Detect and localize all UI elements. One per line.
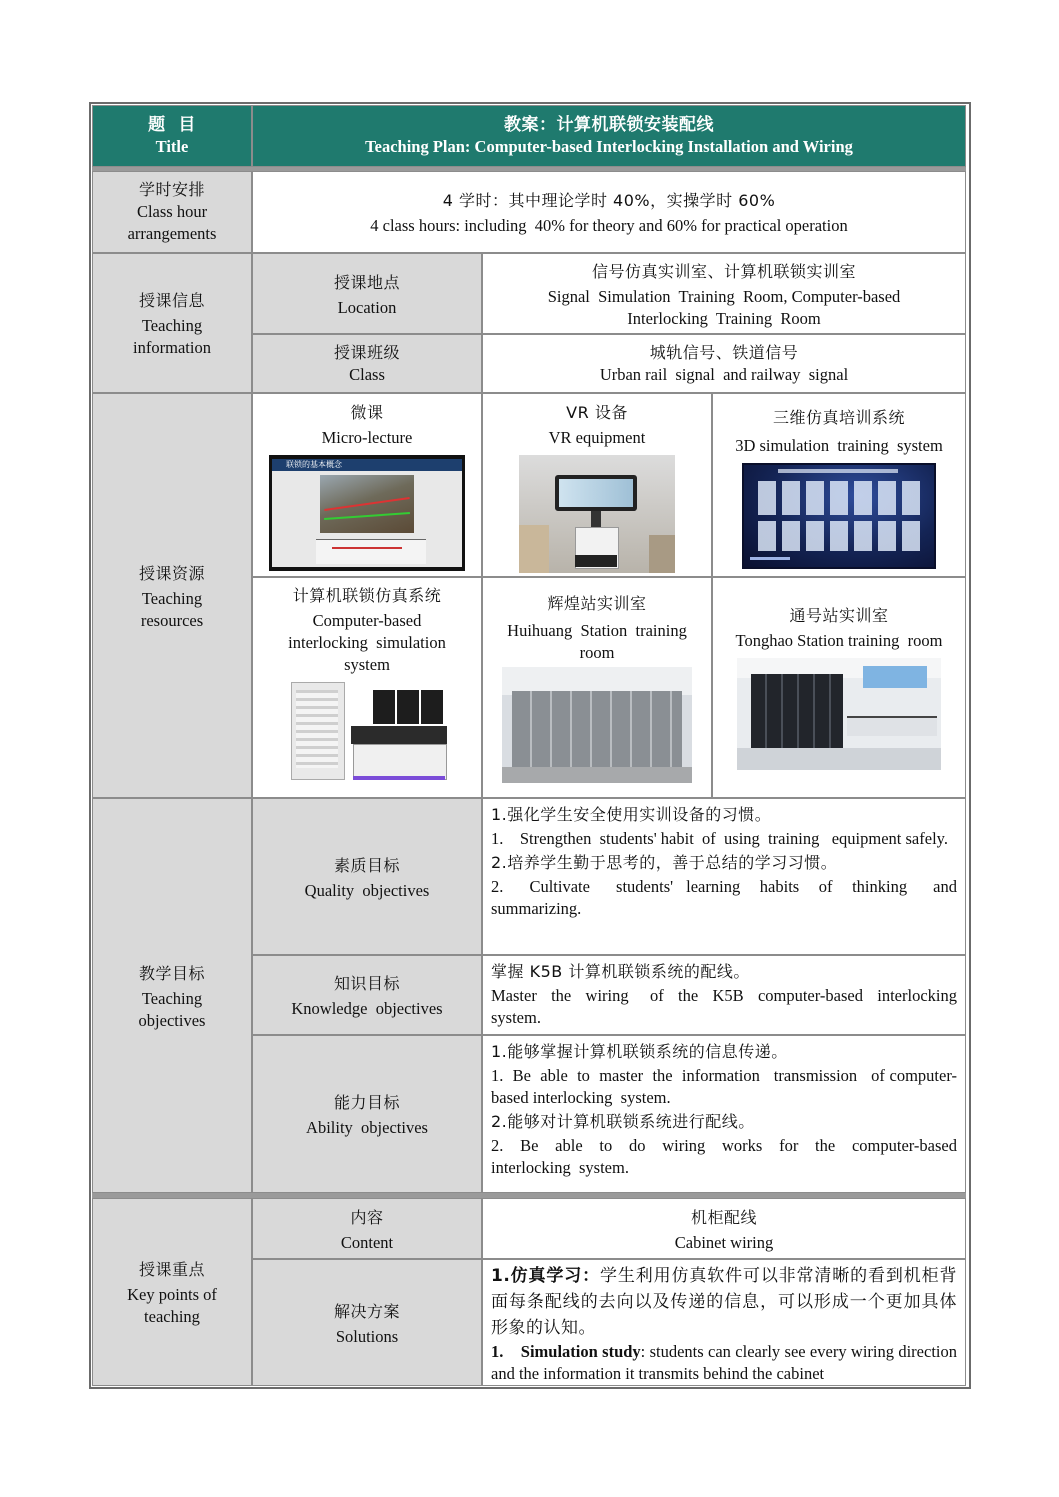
class-hours-label-en: Class hour arrangements bbox=[127, 202, 217, 243]
location-label-cn: 授课地点 bbox=[333, 272, 400, 292]
resource-title-en: Computer-based interlocking simulation system bbox=[288, 611, 455, 674]
ability-objectives-text bbox=[482, 1035, 966, 1193]
class-hours-value-en: 4 class hours: including 40% for theory and 60% for practical operation bbox=[370, 216, 848, 235]
resource-title-cn: 微课 bbox=[350, 403, 384, 422]
resource-title-cn: 三维仿真培训系统 bbox=[772, 408, 905, 427]
solutions-label-cell bbox=[252, 1259, 482, 1386]
ability-line-2: 1. Be able to master the information transmission of computer-based interlocking system. bbox=[491, 1066, 957, 1107]
quality-label-cn: 素质目标 bbox=[333, 855, 400, 875]
key-points-label-cn: 授课重点 bbox=[138, 1260, 205, 1279]
objectives-label-cn: 教学目标 bbox=[138, 963, 205, 983]
quality-label-cell bbox=[252, 798, 482, 955]
quality-line-4: 2. Cultivate students' learning habits of thinking and summarizing. bbox=[491, 877, 962, 918]
key-points-label-en: Key points of teaching bbox=[127, 1285, 217, 1326]
page-title-cn: 教案：计算机联锁安装配线 bbox=[504, 115, 714, 135]
location-value-en: Signal Simulation Training Room, Computer-based Interlocking Training Room bbox=[547, 286, 909, 328]
knowledge-line-2: Master the wiring of the K5B computer-based interlocking system. bbox=[491, 986, 962, 1027]
quality-line-3: 2.培养学生勤于思考的，善于总结的学习习惯。 bbox=[491, 853, 838, 872]
class-label-cell bbox=[252, 334, 482, 393]
location-label-en: Location bbox=[337, 297, 397, 317]
vr-equipment-image bbox=[519, 455, 675, 573]
micro-lecture-screen-title: 联锁的基本概念 bbox=[286, 460, 342, 469]
content-label-cell bbox=[252, 1198, 482, 1259]
solution-1-en-heading: Simulation study bbox=[520, 1342, 641, 1361]
objectives-label-en: Teaching objectives bbox=[138, 988, 206, 1030]
content-value-cn: 机柜配线 bbox=[690, 1207, 757, 1227]
location-value-cell bbox=[482, 253, 966, 334]
resources-label-cn: 授课资源 bbox=[138, 563, 205, 583]
location-label-cell bbox=[252, 253, 482, 334]
page-title-en: Teaching Plan: Computer-based Interlocking Installation and Wiring bbox=[365, 137, 853, 156]
huihuang-room-image bbox=[502, 667, 692, 783]
resource-title-en: VR equipment bbox=[548, 428, 646, 447]
resource-title-en: 3D simulation training system bbox=[735, 436, 943, 455]
ability-label-en: Ability objectives bbox=[306, 1118, 428, 1137]
class-value-en: Urban rail signal and railway signal bbox=[599, 364, 849, 384]
knowledge-label-cell bbox=[252, 955, 482, 1035]
content-label-en: Content bbox=[340, 1232, 394, 1252]
solution-1-cn-heading: 1.仿真学习： bbox=[491, 1266, 600, 1286]
content-value-en: Cabinet wiring bbox=[674, 1232, 774, 1252]
knowledge-objectives-text bbox=[482, 955, 966, 1035]
resource-title-cn: 辉煌站实训室 bbox=[547, 594, 647, 613]
tonghao-room-image bbox=[737, 658, 941, 770]
class-label-en: Class bbox=[349, 364, 385, 384]
knowledge-label-en: Knowledge objectives bbox=[291, 999, 443, 1018]
resource-title-en: Micro-lecture bbox=[321, 428, 413, 447]
solution-1-en-number: 1. bbox=[491, 1342, 504, 1361]
ability-label-cell bbox=[252, 1035, 482, 1193]
teaching-info-label-en: Teaching information bbox=[133, 316, 211, 357]
solutions-label-en: Solutions bbox=[335, 1326, 399, 1346]
resource-interlocking-simulation bbox=[252, 577, 482, 798]
ability-line-3: 2.能够对计算机联锁系统进行配线。 bbox=[491, 1112, 755, 1131]
title-label-cn: 题 目 bbox=[148, 115, 196, 135]
teaching-info-label-cell bbox=[92, 253, 252, 393]
ability-label-cn: 能力目标 bbox=[333, 1093, 400, 1112]
solutions-label-cn: 解决方案 bbox=[333, 1301, 400, 1321]
solutions-text bbox=[482, 1259, 966, 1386]
resource-vr bbox=[482, 393, 712, 577]
resources-label-cell bbox=[92, 393, 252, 798]
class-value-cell bbox=[482, 334, 966, 393]
quality-label-en: Quality objectives bbox=[304, 880, 430, 900]
solution-1-cn bbox=[491, 1263, 957, 1341]
ability-line-1: 1.能够掌握计算机联锁系统的信息传递。 bbox=[491, 1042, 788, 1061]
quality-line-2: 1. Strengthen students' habit of using training equipment safely. bbox=[491, 829, 948, 848]
3d-simulation-image bbox=[742, 463, 936, 569]
resource-title-cn: VR 设备 bbox=[566, 403, 628, 422]
interlocking-simulation-image bbox=[287, 682, 447, 794]
resource-title-en: Huihuang Station training room bbox=[507, 621, 696, 662]
knowledge-line-1: 掌握 K5B 计算机联锁系统的配线。 bbox=[491, 962, 750, 981]
quality-objectives-text bbox=[482, 798, 966, 955]
class-value-cn: 城轨信号、铁道信号 bbox=[649, 342, 799, 362]
title-label-en: Title bbox=[155, 137, 189, 156]
resource-title-en: Tonghao Station training room bbox=[735, 631, 943, 650]
resources-label-en: Teaching resources bbox=[140, 588, 204, 630]
knowledge-label-cn: 知识目标 bbox=[333, 974, 400, 993]
resource-micro-lecture bbox=[252, 393, 482, 577]
teaching-info-label-cn: 授课信息 bbox=[138, 291, 205, 310]
resource-tonghao-room bbox=[712, 577, 966, 798]
solution-1-en bbox=[491, 1341, 957, 1385]
resource-title-cn: 计算机联锁仿真系统 bbox=[292, 586, 442, 605]
content-value-cell bbox=[482, 1198, 966, 1259]
class-hours-value-cell bbox=[252, 171, 966, 253]
title-value-cell bbox=[252, 105, 966, 167]
resource-title-cn: 通号站实训室 bbox=[789, 606, 889, 625]
micro-lecture-image bbox=[269, 455, 465, 571]
key-points-label-cell bbox=[92, 1198, 252, 1386]
class-label-cn: 授课班级 bbox=[333, 342, 400, 362]
solution-1-cn-body: 学生利用仿真软件可以非常清晰的看到机柜背面每条配线的去向以及传递的信息，可以形成一个更加具体形象的认知。 bbox=[491, 1266, 957, 1338]
ability-line-4: 2. Be able to do wiring works for the computer-based interlocking system. bbox=[491, 1136, 962, 1177]
class-hours-value-cn: 4 学时：其中理论学时 40%，实操学时 60% bbox=[442, 191, 776, 210]
resource-3d-simulation bbox=[712, 393, 966, 577]
class-hours-label-cell bbox=[92, 171, 252, 253]
location-value-cn: 信号仿真实训室、计算机联锁实训室 bbox=[591, 261, 856, 281]
solution-1-en-body: : students can clearly see every wiring direction and the information it transmits behind the cabinet bbox=[491, 1342, 957, 1383]
content-label-cn: 内容 bbox=[350, 1207, 384, 1227]
quality-line-1: 1.强化学生安全使用实训设备的习惯。 bbox=[491, 805, 772, 824]
class-hours-label-cn: 学时安排 bbox=[138, 180, 205, 199]
objectives-label-cell bbox=[92, 798, 252, 1193]
resource-huihuang-room bbox=[482, 577, 712, 798]
title-label-cell bbox=[92, 105, 252, 167]
